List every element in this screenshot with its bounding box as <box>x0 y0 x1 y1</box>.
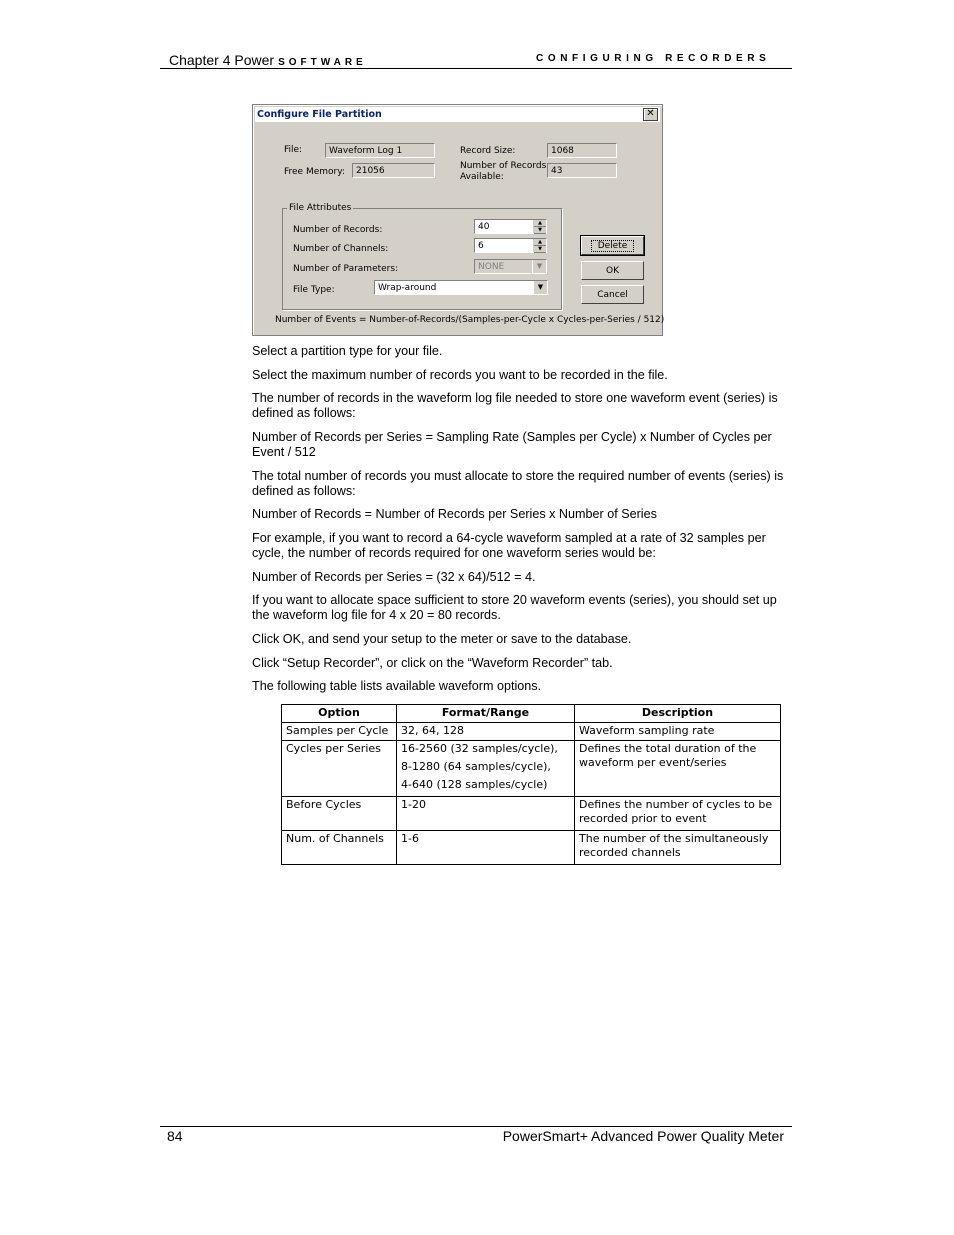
description-cell: Defines the total duration of the waveform per event/series <box>575 741 781 797</box>
number-of-parameters-label: Number of Parameters: <box>293 264 399 274</box>
description-cell: Waveform sampling rate <box>575 723 781 741</box>
records-available-label-line1: Number of Records <box>460 161 547 171</box>
paragraph: If you want to allocate space sufficient to store 20 waveform events (series), you should set up the waveform log file for 4 x 20 = 80 records. <box>252 593 777 622</box>
option-cell: Num. of Channels <box>282 831 397 865</box>
delete-button-label: Delete <box>591 240 635 252</box>
format-cell <box>397 741 575 797</box>
paragraph: Click “Setup Recorder”, or click on the “Waveform Recorder” tab. <box>252 656 613 670</box>
format-line: 8-1280 (64 samples/cycle), <box>401 760 551 773</box>
table-header-row <box>282 705 781 723</box>
option-cell: Samples per Cycle <box>282 723 397 741</box>
number-of-records-label: Number of Records: <box>293 225 383 235</box>
configure-file-partition-dialog <box>252 104 663 336</box>
number-of-parameters-select[interactable] <box>474 259 547 274</box>
running-header-chapter <box>169 52 367 68</box>
record-size-field: 1068 <box>547 143 617 158</box>
close-icon[interactable]: ✕ <box>643 108 658 121</box>
format-line: 4-640 (128 samples/cycle) <box>401 778 548 791</box>
paragraph: For example, if you want to record a 64-cycle waveform sampled at a rate of 32 samples per cycle, the number of records required for one waveform series would be: <box>252 531 766 560</box>
number-of-channels-value: 6 <box>478 241 484 251</box>
chevron-down-icon[interactable]: ▼ <box>532 260 546 273</box>
file-attributes-legend: File Attributes <box>289 203 352 213</box>
number-of-parameters-value: NONE <box>478 262 505 272</box>
table-row <box>282 723 781 741</box>
paragraph: The total number of records you must allocate to store the required number of events (series) is defined as follows: <box>252 469 784 498</box>
dialog-title: Configure File Partition <box>257 109 382 120</box>
page-number: 84 <box>167 1128 183 1144</box>
events-formula: Number of Events = Number-of-Records/(Samples-per-Cycle x Cycles-per-Series / 512) <box>275 315 665 325</box>
column-header-description: Description <box>575 705 781 723</box>
spin-arrows-icon[interactable]: ▲ ▼ <box>533 220 546 233</box>
record-size-label: Record Size: <box>460 146 516 156</box>
footer-rule <box>160 1126 792 1127</box>
file-type-select[interactable] <box>374 280 548 295</box>
dialog-titlebar <box>255 107 660 123</box>
format-cell: 32, 64, 128 <box>397 723 575 741</box>
number-of-records-stepper[interactable] <box>474 219 547 234</box>
paragraph: Select the maximum number of records you want to be recorded in the file. <box>252 368 668 382</box>
number-of-records-value: 40 <box>478 222 490 232</box>
cancel-button[interactable]: Cancel <box>581 285 644 304</box>
description-cell: Defines the number of cycles to be recorded prior to event <box>575 797 781 831</box>
table-row <box>282 797 781 831</box>
table-row <box>282 741 781 797</box>
waveform-options-table <box>281 704 781 865</box>
chevron-down-icon[interactable]: ▼ <box>533 281 547 294</box>
paragraph: Number of Records per Series = (32 x 64)/512 = 4. <box>252 570 536 584</box>
free-memory-label: Free Memory: <box>284 167 345 177</box>
ok-button[interactable]: OK <box>581 261 644 280</box>
file-type-label: File Type: <box>293 285 335 295</box>
file-type-value: Wrap-around <box>378 283 437 293</box>
free-memory-field: 21056 <box>352 163 435 178</box>
paragraph: Number of Records = Number of Records per Series x Number of Series <box>252 507 657 521</box>
option-cell: Before Cycles <box>282 797 397 831</box>
option-cell: Cycles per Series <box>282 741 397 797</box>
chapter-software: SOFTWARE <box>278 57 367 68</box>
paragraph: Select a partition type for your file. <box>252 344 443 358</box>
format-cell: 1-20 <box>397 797 575 831</box>
delete-button[interactable] <box>581 236 644 255</box>
product-name: PowerSmart+ Advanced Power Quality Meter <box>502 1128 784 1144</box>
format-line: 16-2560 (32 samples/cycle), <box>401 742 558 755</box>
file-field: Waveform Log 1 <box>325 143 435 158</box>
header-rule <box>160 68 792 69</box>
file-label: File: <box>284 145 303 155</box>
paragraph: The number of records in the waveform log file needed to store one waveform event (series) is defined as follows: <box>252 391 778 420</box>
records-available-field: 43 <box>547 163 617 178</box>
records-available-label-line2: Available: <box>460 172 504 182</box>
chapter-title: Chapter 4 Power <box>169 52 275 68</box>
table-row <box>282 831 781 865</box>
paragraph: Click OK, and send your setup to the meter or save to the database. <box>252 632 632 646</box>
column-header-format: Format/Range <box>397 705 575 723</box>
running-header-section: CONFIGURING RECORDERS <box>536 53 771 64</box>
column-header-option: Option <box>282 705 397 723</box>
spin-arrows-icon[interactable]: ▲ ▼ <box>533 239 546 252</box>
number-of-channels-stepper[interactable] <box>474 238 547 253</box>
paragraph: Number of Records per Series = Sampling Rate (Samples per Cycle) x Number of Cycles per Event / 512 <box>252 430 772 459</box>
paragraph: The following table lists available waveform options. <box>252 679 542 693</box>
number-of-channels-label: Number of Channels: <box>293 244 389 254</box>
description-cell: The number of the simultaneously recorded channels <box>575 831 781 865</box>
format-cell: 1-6 <box>397 831 575 865</box>
